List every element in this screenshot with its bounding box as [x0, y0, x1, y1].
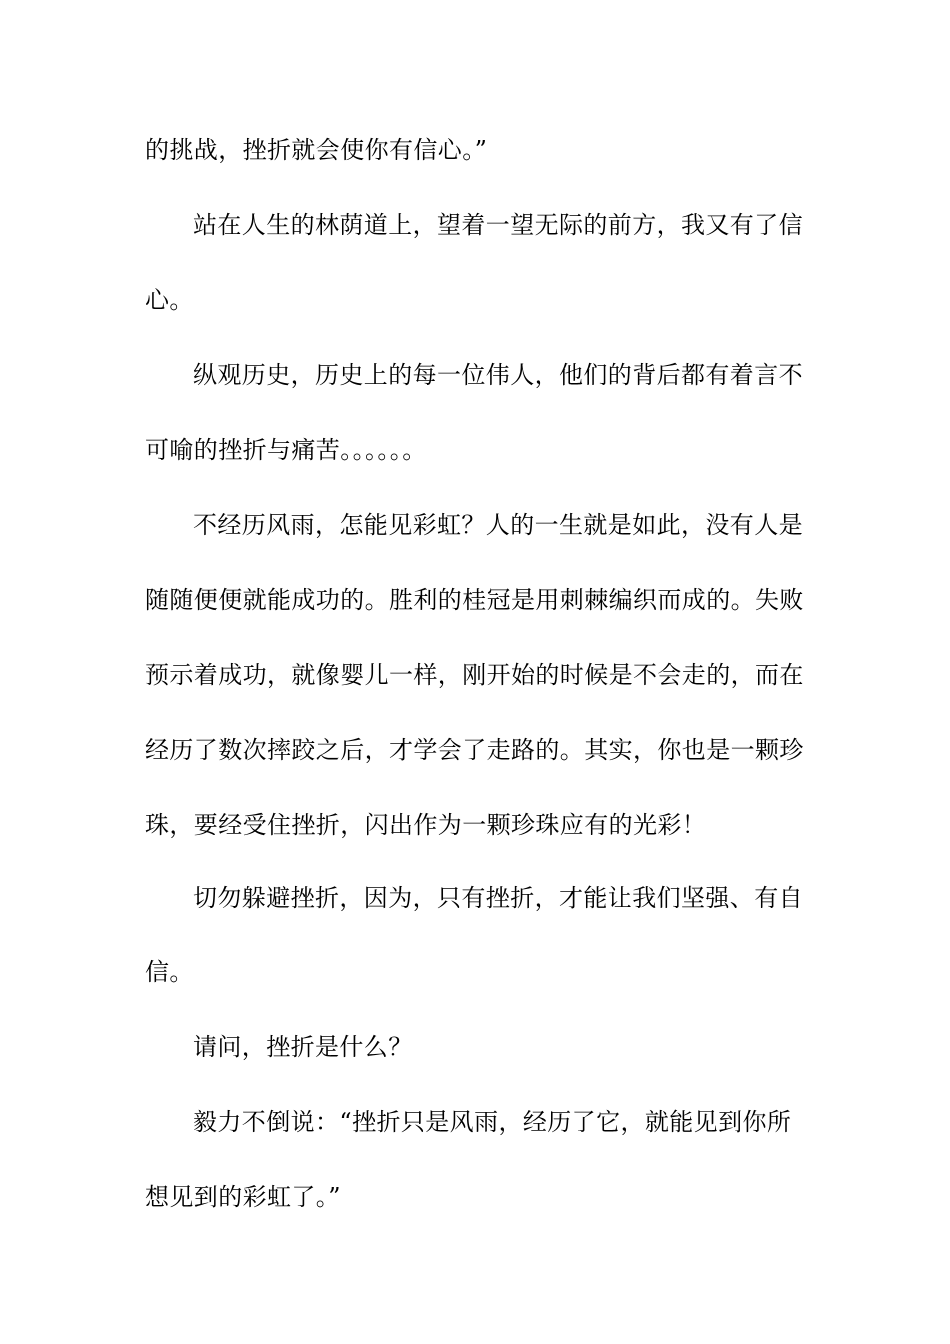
text-line: 信。	[145, 958, 194, 986]
text-line: 随随便便就能成功的。胜利的桂冠是用刺棘编织而成的。失败	[145, 586, 804, 614]
text-line: 珠，要经受住挫折，闪出作为一颗珍珠应有的光彩！	[145, 811, 707, 839]
text-line: 想见到的彩虹了。”	[145, 1183, 341, 1211]
text-line: 可喻的挫折与痛苦。。。。。。	[145, 436, 427, 464]
text-line: 预示着成功，就像婴儿一样，刚开始的时候是不会走的，而在	[145, 661, 804, 689]
text-line: 心。	[145, 286, 194, 314]
paragraph-start-line: 纵观历史，历史上的每一位伟人，他们的背后都有着言不	[193, 361, 803, 389]
paragraph-start-line: 毅力不倒说：“挫折只是风雨，经历了它，就能见到你所	[193, 1108, 792, 1136]
paragraph-start-line: 不经历风雨，怎能见彩虹？人的一生就是如此，没有人是	[193, 511, 803, 539]
paragraph-start-line: 站在人生的林荫道上，望着一望无际的前方，我又有了信	[193, 211, 803, 239]
paragraph-start-line: 请问，挫折是什么？	[193, 1033, 413, 1061]
text-line: 经历了数次摔跤之后，才学会了走路的。其实，你也是一颗珍	[145, 736, 804, 764]
paragraph-start-line: 切勿躲避挫折，因为，只有挫折，才能让我们坚强、有自	[193, 884, 803, 912]
text-line: 的挑战，挫折就会使你有信心。”	[145, 136, 488, 164]
